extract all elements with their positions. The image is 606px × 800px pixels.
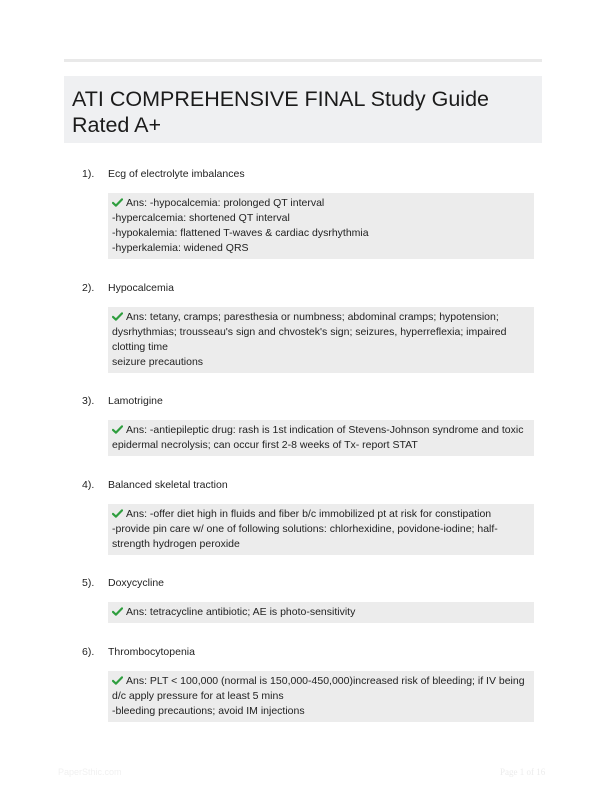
answer-line bbox=[112, 196, 530, 211]
question-text: Hypocalcemia bbox=[108, 282, 174, 294]
answer-text: Ans: -offer diet high in fluids and fiber b/c immobilized pt at risk for constipation bbox=[126, 508, 492, 520]
answer-text: Ans: -hypocalcemia: prolonged QT interval bbox=[126, 197, 325, 209]
answer-box bbox=[108, 307, 534, 373]
question-number: 6). bbox=[82, 646, 95, 658]
question-text: Doxycycline bbox=[108, 577, 165, 589]
answer-text: Ans: tetracycline antibiotic; AE is photo-sensitivity bbox=[126, 606, 356, 618]
question-text: Lamotrigine bbox=[108, 395, 163, 407]
answer-line bbox=[112, 674, 530, 689]
answer-line: -provide pin care w/ one of following solutions: chlorhexidine, povidone-iodine; half- bbox=[112, 523, 498, 535]
question-number: 4). bbox=[82, 479, 95, 491]
answer-line: -bleeding precautions; avoid IM injections bbox=[112, 705, 305, 717]
answer-line: -hyperkalemia: widened QRS bbox=[112, 242, 249, 254]
page-title: ATI COMPREHENSIVE FINAL Study Guide Rated A+ bbox=[72, 87, 489, 137]
question-text: Balanced skeletal traction bbox=[108, 479, 228, 491]
answer-text: Ans: -antiepileptic drug: rash is 1st indication of Stevens-Johnson syndrome and toxic bbox=[126, 424, 524, 436]
answer-line: epidermal necrolysis; can occur first 2-8 weeks of Tx- report STAT bbox=[112, 439, 418, 451]
check-icon bbox=[112, 198, 123, 207]
answer-line: strength hydrogen peroxide bbox=[112, 538, 240, 550]
question-text: Ecg of electrolyte imbalances bbox=[108, 168, 245, 180]
question-number: 2). bbox=[82, 282, 95, 294]
title-box bbox=[64, 76, 542, 143]
question-number: 1). bbox=[82, 168, 95, 180]
question-number: 3). bbox=[82, 395, 95, 407]
answer-line bbox=[112, 507, 530, 522]
answer-box bbox=[108, 504, 534, 555]
answer-line: seizure precautions bbox=[112, 356, 204, 368]
answer-line bbox=[112, 423, 530, 438]
check-icon bbox=[112, 312, 123, 321]
check-icon bbox=[112, 607, 123, 616]
answer-line: dysrhythmias; trousseau's sign and chvostek's sign; seizures, hyperreflexia; impaired bbox=[112, 326, 507, 338]
answer-line: clotting time bbox=[112, 341, 169, 353]
page-number: Page 1 of 16 bbox=[500, 767, 546, 777]
question-number: 5). bbox=[82, 577, 95, 589]
question-text: Thrombocytopenia bbox=[108, 646, 195, 658]
answer-text: Ans: PLT < 100,000 (normal is 150,000-450,000)increased risk of bleeding; if IV being bbox=[126, 675, 525, 687]
answer-text: Ans: tetany, cramps; paresthesia or numbness; abdominal cramps; hypotension; bbox=[126, 311, 499, 323]
answer-box bbox=[108, 193, 534, 259]
top-rule bbox=[64, 59, 542, 62]
check-icon bbox=[112, 509, 123, 518]
footer-watermark: PaperSthic.com bbox=[58, 767, 122, 777]
answer-line: -hypercalcemia: shortened QT interval bbox=[112, 212, 290, 224]
answer-line bbox=[112, 310, 530, 325]
answer-line bbox=[112, 605, 530, 620]
answer-box bbox=[108, 671, 534, 722]
answer-box bbox=[108, 420, 534, 456]
check-icon bbox=[112, 425, 123, 434]
answer-line: d/c apply pressure for at least 5 mins bbox=[112, 690, 284, 702]
answer-box bbox=[108, 602, 534, 623]
answer-line: -hypokalemia: flattened T-waves & cardiac dysrhythmia bbox=[112, 227, 369, 239]
check-icon bbox=[112, 676, 123, 685]
